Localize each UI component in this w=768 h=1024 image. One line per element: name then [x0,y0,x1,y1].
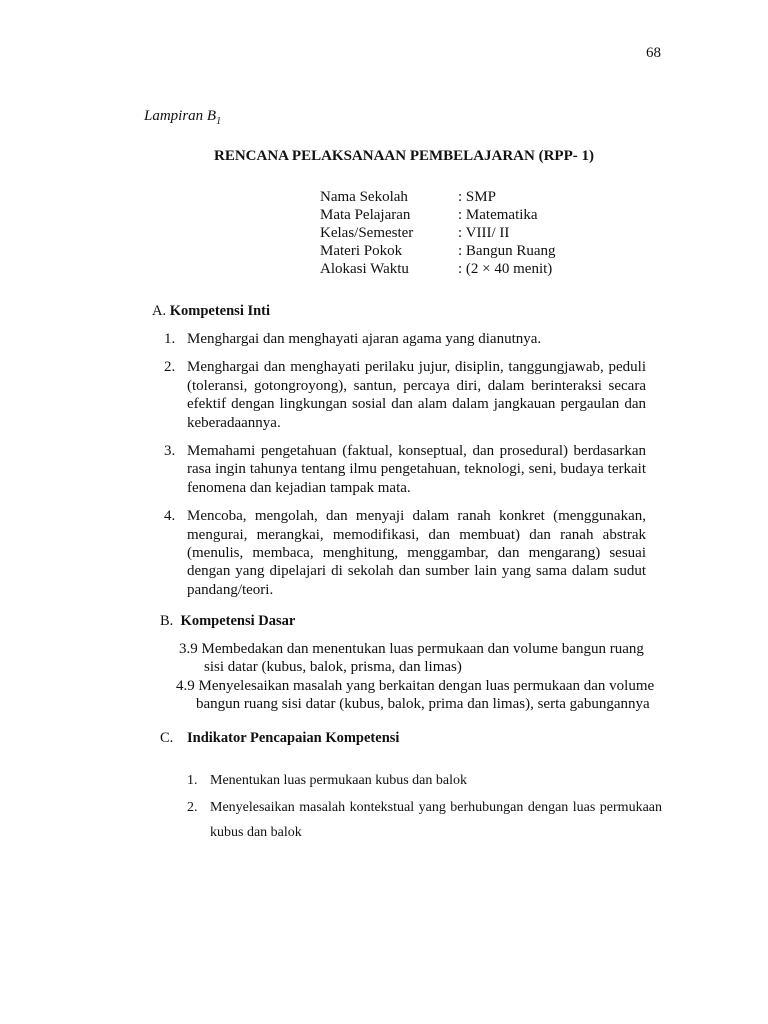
list-item-text: Mencoba, mengolah, dan menyaji dalam ranah konkret (menggunakan, mengurai, merangkai, memodifikasi, dan membuat) dan ranah abstrak (menulis, membaca, menghitung, menggambar, dan mengarang) sesuai dengan yang dipelajari di sekolah dan sumber lain yang sama dalam sudut pandang/teori. [187,508,646,598]
list-item [164,330,646,348]
list-item-text: Menghargai dan menghayati ajaran agama yang dianutnya. [187,331,542,347]
info-row-time [320,260,556,278]
info-label: Nama Sekolah [320,189,408,205]
basic-competency-item [176,677,661,714]
section-letter: A. [152,303,167,319]
list-item [164,507,646,599]
info-value: : Matematika [458,207,538,223]
list-item-text: Menentukan luas permukaan kubus dan balok [210,773,467,788]
info-row-topic [320,242,556,260]
core-competency-list [164,330,646,599]
section-title: Kompetensi Inti [169,303,271,319]
list-item-text: Menyelesaikan masalah kontekstual yang berhubungan dengan luas permukaan kubus dan balok [210,800,662,840]
basic-competency-item [179,640,661,677]
list-item-number: 2. [187,800,198,815]
list-item-number: 2. [164,359,176,376]
list-item-number: 1. [164,331,176,347]
list-item [164,358,646,432]
list-item [187,795,662,845]
section-a-heading [152,303,270,320]
section-letter: B. [160,613,174,629]
competency-first-line: 4.9 Menyelesaikan masalah yang berkaitan dengan luas permukaan dan volume [176,678,655,694]
info-table [320,188,556,278]
appendix-label-text: Lampiran B [144,108,217,124]
page-number: 68 [646,45,661,61]
info-row-class [320,224,556,242]
section-title: Indikator Pencapaian Kompetensi [187,730,400,746]
info-value: : (2 × 40 menit) [458,261,553,277]
document-title: RENCANA PELAKSANAAN PEMBELAJARAN (RPP- 1) [214,148,594,164]
info-value: : VIII/ II [458,225,510,241]
list-item-text: Memahami pengetahuan (faktual, konseptual, dan prosedural) berdasarkan rasa ingin tahunya tentang ilmu pengetahuan, teknologi, seni, budaya terkait fenomena dan kejadian tampak mata. [187,443,646,496]
appendix-label-subscript: 1 [216,116,222,127]
info-label: Mata Pelajaran [320,207,411,223]
list-item [164,442,646,497]
section-letter: C. [160,730,174,746]
list-item-number: 3. [164,443,176,460]
info-row-school [320,188,556,206]
info-value: : Bangun Ruang [458,243,556,259]
list-item-number: 1. [187,773,198,788]
info-value: : SMP [458,189,496,205]
section-title: Kompetensi Dasar [180,613,296,629]
info-row-subject [320,206,556,224]
appendix-label [144,108,221,127]
competency-continuation: sisi datar (kubus, balok, prisma, dan limas) [204,659,462,676]
section-c-heading [160,730,399,747]
info-label: Kelas/Semester [320,225,414,241]
indicator-list [187,768,662,845]
info-label: Materi Pokok [320,243,403,259]
competency-continuation: bangun ruang sisi datar (kubus, balok, prima dan limas), serta gabungannya [196,696,650,713]
list-item-text: Menghargai dan menghayati perilaku jujur, disiplin, tanggungjawab, peduli (toleransi, gotongroyong), santun, percaya diri, dalam berinteraksi secara efektif dengan lingkungan sosial dan alam dalam jangkauan pergaulan dan keberadaannya. [187,359,646,431]
list-item-number: 4. [164,508,176,525]
info-label: Alokasi Waktu [320,261,409,277]
competency-first-line: 3.9 Membedakan dan menentukan luas permukaan dan volume bangun ruang [179,641,644,657]
section-b-heading [160,613,295,630]
list-item [187,768,662,793]
